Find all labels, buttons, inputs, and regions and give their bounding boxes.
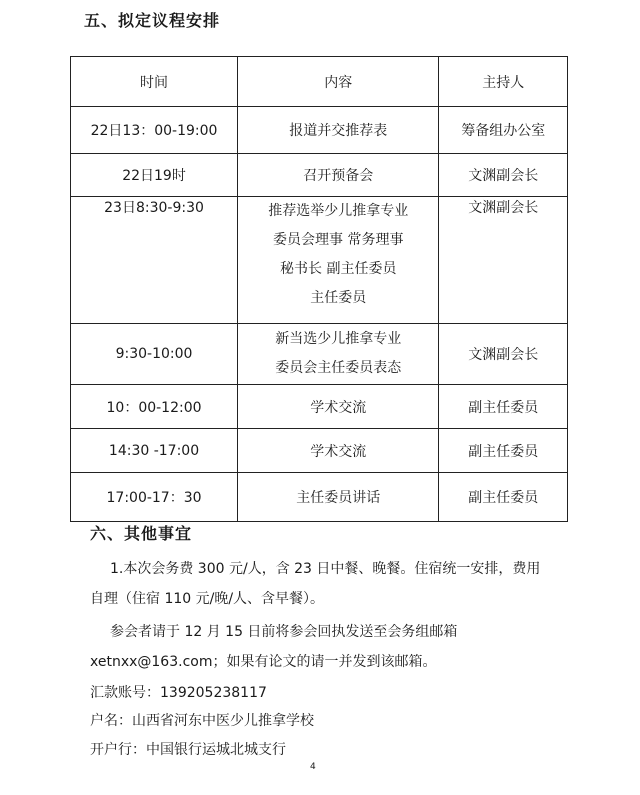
- table-row: [71, 429, 568, 473]
- cell-host: 文渊副会长: [439, 197, 568, 324]
- table-row: [71, 197, 568, 324]
- cell-time: 23日8:30-9:30: [71, 197, 238, 324]
- cell-time: 22日13：00-19:00: [71, 107, 238, 154]
- content-line: 主任委员: [310, 290, 367, 306]
- header-time: 时间: [71, 57, 238, 107]
- register-paragraph-line1: 参会者请于 12 月 15 日前将参会回执发送至会务组邮箱: [110, 624, 458, 640]
- header-content: 内容: [238, 57, 439, 107]
- content-line: 推荐选举少儿推拿专业: [268, 203, 409, 219]
- table-row: [71, 107, 568, 154]
- content-line: 委员会主任委员表态: [275, 360, 402, 376]
- account-number: 汇款账号：13920523811​7: [90, 685, 267, 701]
- table-header-row: [71, 57, 568, 107]
- agenda-table: [70, 56, 568, 522]
- fee-paragraph-line1: 1.本次会务费 300 元/人，含 23 日中餐、晚餐。住宿统一安排，费用: [110, 561, 541, 577]
- table-row: [71, 385, 568, 429]
- content-line: 委员会理事 常务理事: [273, 232, 404, 248]
- account-name: 户名：山西省河东中医少儿推拿学校: [90, 713, 314, 729]
- header-host: 主持人: [439, 57, 568, 107]
- cell-host: 副主任委员: [439, 429, 568, 473]
- cell-content: [238, 324, 439, 385]
- section-heading-agenda: 五、拟定议程安排: [84, 11, 221, 30]
- cell-time: 17:00-17：30: [71, 473, 238, 522]
- cell-time: 22日19时: [71, 154, 238, 197]
- fee-paragraph-line2: 自理（住宿 110 元/晚/人、含早餐）。: [90, 591, 325, 607]
- page-number: 4: [310, 762, 316, 772]
- cell-host: 副主任委员: [439, 473, 568, 522]
- table-row: [71, 473, 568, 522]
- cell-time: 10：00-12:00: [71, 385, 238, 429]
- cell-content: 学术交流: [238, 385, 439, 429]
- cell-content: [238, 197, 439, 324]
- section-heading-other: 六、其他事宜: [90, 524, 193, 543]
- content-line: 秘书长 副主任委员: [280, 261, 397, 277]
- content-line: 新当选少儿推拿专业: [275, 331, 402, 347]
- cell-content: 召开预备会: [238, 154, 439, 197]
- cell-host: 文渊副会长: [439, 154, 568, 197]
- table-row: [71, 154, 568, 197]
- cell-time: 14:30 -17:00: [71, 429, 238, 473]
- table-row: [71, 324, 568, 385]
- cell-host: 文渊副会长: [439, 324, 568, 385]
- bank-name: 开户行：中国银行运城北城支行: [90, 742, 286, 758]
- cell-host: 副主任委员: [439, 385, 568, 429]
- cell-content: 主任委员讲话: [238, 473, 439, 522]
- cell-content: 报道并交推荐表: [238, 107, 439, 154]
- cell-content: 学术交流: [238, 429, 439, 473]
- cell-time: 9:30-10:00: [71, 324, 238, 385]
- cell-host: 筹备组办公室: [439, 107, 568, 154]
- register-paragraph-line2: xetnxx@163.com；如果有论文的请一并发到该邮箱。: [90, 654, 437, 670]
